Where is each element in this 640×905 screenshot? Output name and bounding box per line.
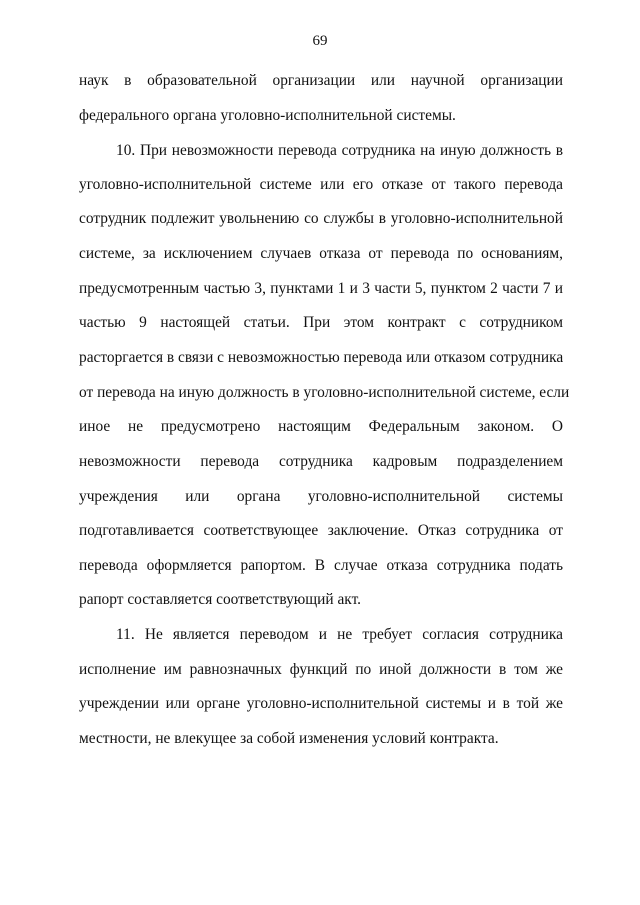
- text-line: сотрудник подлежит увольнению со службы в уголовно-исполнительной: [79, 210, 563, 227]
- page-number: 69: [312, 33, 328, 49]
- text-line: подготавливается соответствующее заключение. Отказ сотрудника от: [79, 522, 563, 539]
- text-line: местности, не влекущее за собой изменения условий контракта.: [79, 730, 499, 747]
- text-line: частью 9 настоящей статьи. При этом контракт с сотрудником: [79, 314, 563, 331]
- text-line: уголовно-исполнительной системе или его отказе от такого перевода: [79, 176, 563, 193]
- text-line: исполнение им равнозначных функций по иной должности в том же: [79, 661, 563, 678]
- text-line: иное не предусмотрено настоящим Федеральным законом. О: [79, 418, 563, 435]
- text-line: учреждении или органе уголовно-исполнительной системы и в той же: [79, 695, 563, 712]
- text-line: учреждения или органа уголовно-исполнительной системы: [79, 488, 563, 505]
- text-line: расторгается в связи с невозможностью перевода или отказом сотрудника: [79, 349, 564, 366]
- text-line: наук в образовательной организации или научной организации: [79, 72, 563, 89]
- text-line: федерального органа уголовно-исполнительной системы.: [79, 107, 456, 124]
- text-line: 11. Не является переводом и не требует согласия сотрудника: [116, 626, 563, 643]
- text-line: от перевода на иную должность в уголовно-исполнительной системе, если: [79, 384, 570, 401]
- text-line: невозможности перевода сотрудника кадровым подразделением: [79, 453, 563, 470]
- text-line: предусмотренным частью 3, пунктами 1 и 3 части 5, пунктом 2 части 7 и: [79, 280, 563, 297]
- text-line: рапорт составляется соответствующий акт.: [79, 591, 361, 608]
- text-line: перевода оформляется рапортом. В случае отказа сотрудника подать: [79, 557, 563, 574]
- text-line: 10. При невозможности перевода сотрудника на иную должность в: [116, 142, 563, 159]
- text-line: системе, за исключением случаев отказа от перевода по основаниям,: [79, 245, 563, 262]
